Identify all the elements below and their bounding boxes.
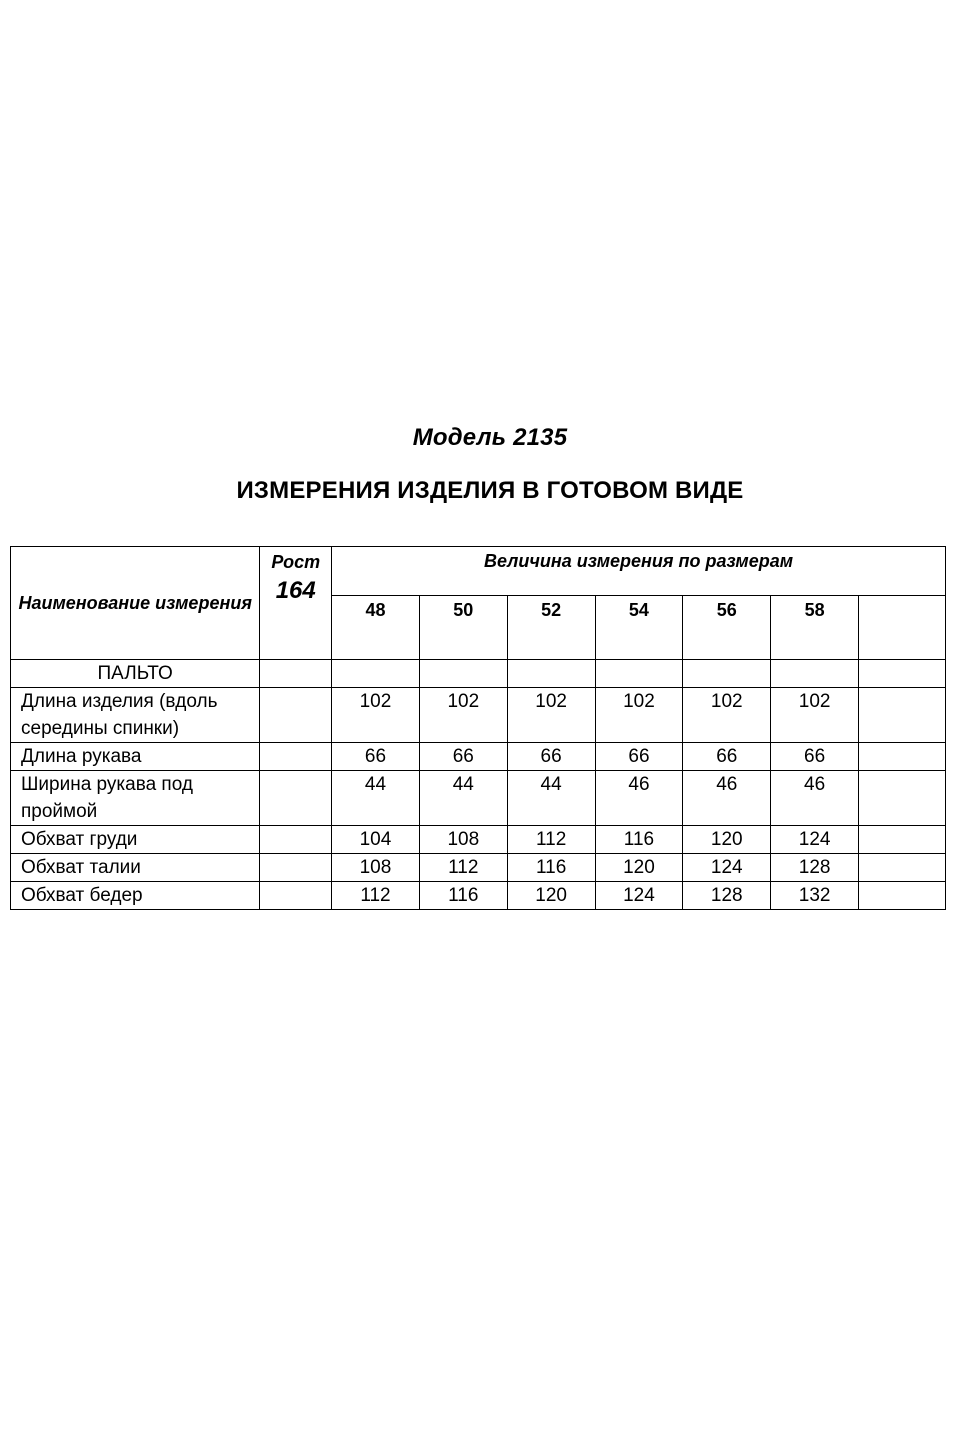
measurement-value: 102 <box>332 688 420 743</box>
measurement-value: 66 <box>595 743 683 771</box>
measurement-name: Обхват бедер <box>11 882 260 910</box>
measurement-value: 102 <box>771 688 859 743</box>
measurement-value: 124 <box>595 882 683 910</box>
empty-cell <box>260 854 332 882</box>
measurement-value: 44 <box>507 771 595 826</box>
measurement-value: 44 <box>419 771 507 826</box>
empty-cell <box>260 743 332 771</box>
empty-cell <box>859 688 946 743</box>
table-header-row <box>11 547 946 596</box>
name-column-header: Наименование измерения <box>11 547 260 660</box>
empty-cell <box>260 688 332 743</box>
measurement-value: 124 <box>683 854 771 882</box>
table-row <box>11 688 946 743</box>
empty-cell <box>859 743 946 771</box>
empty-cell <box>260 826 332 854</box>
model-title: Модель 2135 <box>412 424 568 451</box>
measurement-value: 120 <box>683 826 771 854</box>
measurement-value: 128 <box>771 854 859 882</box>
empty-cell <box>332 660 420 688</box>
measurement-value: 104 <box>332 826 420 854</box>
table-row <box>11 826 946 854</box>
size-header: 56 <box>683 596 771 660</box>
empty-size-header <box>859 596 946 660</box>
measurements-table <box>10 546 946 910</box>
measurement-value: 116 <box>595 826 683 854</box>
measurement-value: 112 <box>332 882 420 910</box>
measurement-name: Ширина рукава под проймой <box>11 771 260 826</box>
measurement-value: 108 <box>332 854 420 882</box>
empty-cell <box>595 660 683 688</box>
height-label: Рост <box>271 552 321 572</box>
measurement-value: 44 <box>332 771 420 826</box>
size-header: 54 <box>595 596 683 660</box>
empty-cell <box>859 826 946 854</box>
size-header: 50 <box>419 596 507 660</box>
measurement-value: 46 <box>771 771 859 826</box>
empty-cell <box>683 660 771 688</box>
empty-cell <box>419 660 507 688</box>
empty-cell <box>260 771 332 826</box>
measurement-value: 120 <box>595 854 683 882</box>
section-label: ПАЛЬТО <box>11 660 260 688</box>
height-value: 164 <box>275 577 316 604</box>
measurement-value: 102 <box>419 688 507 743</box>
empty-cell <box>859 854 946 882</box>
measurement-value: 120 <box>507 882 595 910</box>
measurement-value: 116 <box>419 882 507 910</box>
measurement-value: 66 <box>683 743 771 771</box>
empty-cell <box>859 660 946 688</box>
measurement-value: 46 <box>683 771 771 826</box>
table-row <box>11 771 946 826</box>
section-row <box>11 660 946 688</box>
measurement-value: 66 <box>771 743 859 771</box>
empty-cell <box>859 882 946 910</box>
empty-cell <box>507 660 595 688</box>
empty-cell <box>859 771 946 826</box>
measurement-value: 66 <box>507 743 595 771</box>
measurement-value: 102 <box>507 688 595 743</box>
measurement-name: Длина рукава <box>11 743 260 771</box>
size-header: 52 <box>507 596 595 660</box>
measurement-name: Длина изделия (вдоль середины спинки) <box>11 688 260 743</box>
measurement-value: 112 <box>507 826 595 854</box>
table-row <box>11 882 946 910</box>
empty-cell <box>771 660 859 688</box>
size-header: 58 <box>771 596 859 660</box>
measurement-name: Обхват талии <box>11 854 260 882</box>
document-heading: ИЗМЕРЕНИЯ ИЗДЕЛИЯ В ГОТОВОМ ВИДЕ <box>236 477 744 504</box>
size-header: 48 <box>332 596 420 660</box>
measurement-name: Обхват груди <box>11 826 260 854</box>
measurement-value: 102 <box>595 688 683 743</box>
table-row <box>11 743 946 771</box>
measurement-value: 102 <box>683 688 771 743</box>
sizes-group-header: Величина измерения по размерам <box>332 547 946 596</box>
measurement-value: 132 <box>771 882 859 910</box>
table-row <box>11 854 946 882</box>
measurement-value: 108 <box>419 826 507 854</box>
empty-cell <box>260 660 332 688</box>
measurement-value: 112 <box>419 854 507 882</box>
measurement-value: 66 <box>419 743 507 771</box>
measurement-value: 124 <box>771 826 859 854</box>
empty-cell <box>260 882 332 910</box>
height-column-header <box>260 547 332 660</box>
measurement-value: 46 <box>595 771 683 826</box>
measurement-value: 66 <box>332 743 420 771</box>
measurement-value: 128 <box>683 882 771 910</box>
measurement-value: 116 <box>507 854 595 882</box>
